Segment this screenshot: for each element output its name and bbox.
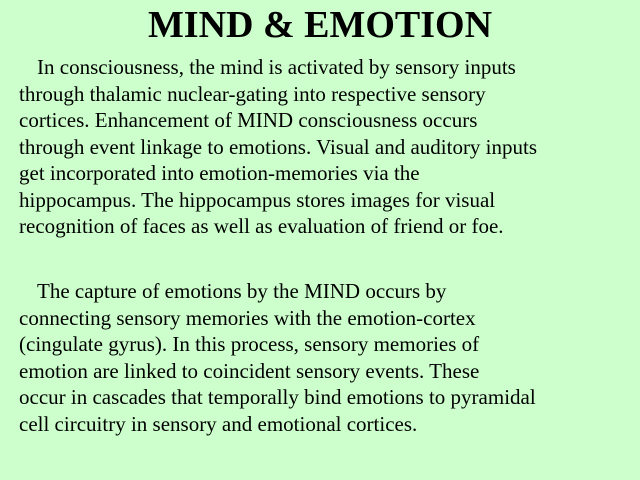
body-paragraph-1: In consciousness, the mind is activated by sensory inputs through thalamic nuclear-gating into respective sensory cortices. Enhancement of MIND consciousness occurs through event linkage to emotions. Visual and auditory inputs get incorporated into emotion-memories via the hippocampus. The hippocampus stores images for visual recognition of faces as well as evaluation of friend or foe. bbox=[19, 55, 538, 238]
slide-title: MIND & EMOTION bbox=[147, 4, 493, 46]
body-paragraph-2: The capture of emotions by the MIND occurs by connecting sensory memories with the emotion-cortex (cingulate gyrus). In this process, sensory memories of emotion are linked to coincident sensory events. These occur in cascades that temporally bind emotions to pyramidal cell circuitry in sensory and emotional cortices. bbox=[19, 279, 536, 436]
